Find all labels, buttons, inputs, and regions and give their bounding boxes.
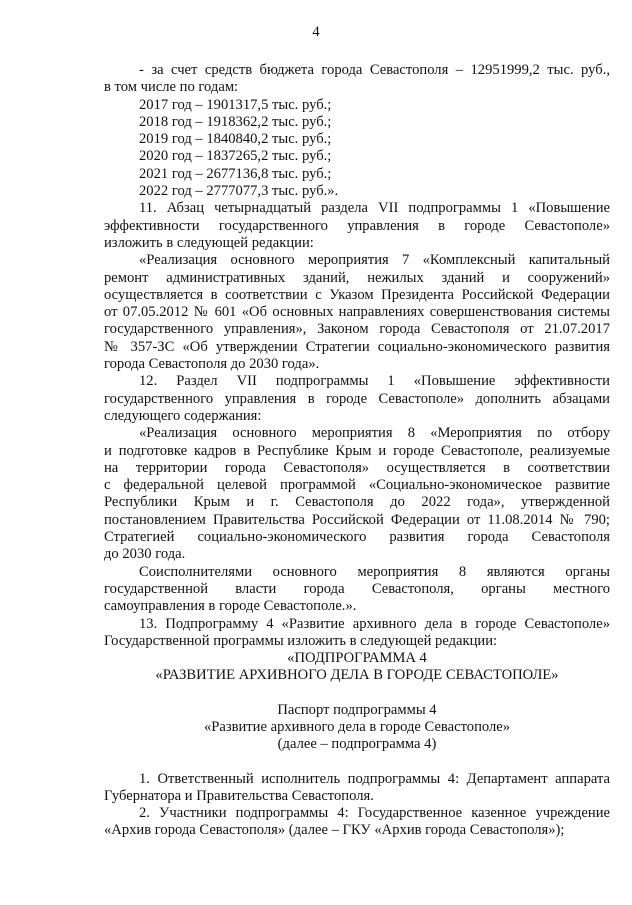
text-line: государственного управления», Законом города Севастополя от 21.07.2017 — [104, 321, 610, 338]
text-line: «Реализация основного мероприятия 8 «Мероприятия по отбору — [139, 425, 610, 442]
paragraph — [104, 62, 610, 97]
text-line: 1. Ответственный исполнитель подпрограммы 4: Департамент аппарата — [139, 770, 610, 787]
text-line: с федеральной целевой программой «Социально-экономическое развитие — [104, 477, 610, 494]
text-line: ремонт административных зданий, нежилых зданий и сооружений» — [104, 269, 610, 286]
text-line: города Севастополя до 2030 года». — [104, 356, 320, 373]
text-line: 2. Участники подпрограммы 4: Государственное казенное учреждение — [139, 805, 610, 822]
page-number: 4 — [312, 24, 320, 40]
paragraph — [104, 805, 610, 840]
paragraph — [104, 97, 610, 114]
text-line: (далее – подпрограмма 4) — [277, 736, 437, 753]
paragraph — [104, 200, 610, 252]
text-line: 2017 год – 1901317,5 тыс. руб.; — [139, 96, 332, 113]
text-line: Паспорт подпрограммы 4 — [277, 701, 437, 718]
text-line: - за счет средств бюджета города Севастополя – 12951999,2 тыс. руб., — [139, 62, 610, 78]
paragraph — [104, 771, 610, 806]
text-line: 2022 год – 2777077,3 тыс. руб.». — [139, 183, 339, 200]
text-line: «Развитие архивного дела в городе Севастополе» — [203, 718, 511, 735]
document-body — [104, 62, 610, 840]
paragraph — [104, 148, 610, 165]
text-line: 13. Подпрограмму 4 «Развитие архивного дела в городе Севастополе» — [139, 615, 610, 632]
text-line: государственной власти города Севастополя, органы местного — [104, 580, 610, 597]
paragraph — [104, 425, 610, 563]
text-line: от 07.05.2012 № 601 «Об основных направлениях совершенствования системы — [104, 304, 610, 321]
text-line: в том числе по годам: — [104, 79, 239, 96]
text-line: «РАЗВИТИЕ АРХИВНОГО ДЕЛА В ГОРОДЕ СЕВАСТОПОЛЕ» — [155, 667, 559, 684]
text-line: Стратегией социально-экономического развития города Севастополя — [104, 529, 610, 546]
text-line: до 2030 года. — [104, 546, 186, 563]
paragraph — [104, 252, 610, 373]
text-line: «Архив города Севастополя» (далее – ГКУ «Архив города Севастополя»); — [104, 822, 565, 839]
blank-line — [104, 754, 610, 771]
text-line: следующего содержания: — [104, 407, 262, 424]
text-line: осуществляется в соответствии с Указом Президента Российской Федерации — [104, 286, 610, 303]
paragraph — [104, 183, 610, 200]
text-line: изложить в следующей редакции: — [104, 234, 314, 251]
blank-line — [104, 685, 610, 702]
text-line: 2019 год – 1840840,2 тыс. руб.; — [139, 131, 332, 148]
text-line: государственного управления в городе Севастополе» дополнить абзацами — [104, 390, 610, 407]
paragraph — [104, 166, 610, 183]
text-line: на территории города Севастополя» осуществляется в соответствии — [104, 459, 610, 476]
text-line: Государственной программы изложить в следующей редакции: — [104, 632, 498, 649]
paragraph — [104, 616, 610, 651]
text-line: 11. Абзац четырнадцатый раздела VII подпрограммы 1 «Повышение — [139, 200, 610, 217]
heading — [104, 650, 610, 685]
text-line: Республики Крым и г. Севастополя до 2022 года», утвержденной — [104, 494, 610, 511]
text-line: Соисполнителями основного мероприятия 8 являются органы — [139, 563, 610, 580]
heading — [104, 702, 610, 754]
paragraph — [104, 373, 610, 425]
text-line: Губернатора и Правительства Севастополя. — [104, 787, 374, 804]
text-line: 12. Раздел VII подпрограммы 1 «Повышение эффективности — [139, 373, 610, 390]
text-line: эффективности государственного управления в городе Севастополе» — [104, 217, 610, 234]
text-line: «Реализация основного мероприятия 7 «Комплексный капитальный — [139, 252, 610, 269]
text-line: самоуправления в городе Севастополе.». — [104, 598, 357, 615]
text-line: 2018 год – 1918362,2 тыс. руб.; — [139, 113, 332, 130]
text-line: постановлением Правительства Российской Федерации от 11.08.2014 № 790; — [104, 511, 610, 528]
paragraph — [104, 114, 610, 131]
text-line: № 357-ЗС «Об утверждении Стратегии социально-экономического развития — [104, 338, 610, 355]
paragraph — [104, 564, 610, 616]
text-line: 2020 год – 1837265,2 тыс. руб.; — [139, 148, 332, 165]
text-line: «ПОДПРОГРАММА 4 — [287, 650, 427, 667]
text-line: 2021 год – 2677136,8 тыс. руб.; — [139, 165, 332, 182]
paragraph — [104, 131, 610, 148]
text-line: и подготовке кадров в Республике Крым и городе Севастополе, реализуемые — [104, 442, 610, 459]
